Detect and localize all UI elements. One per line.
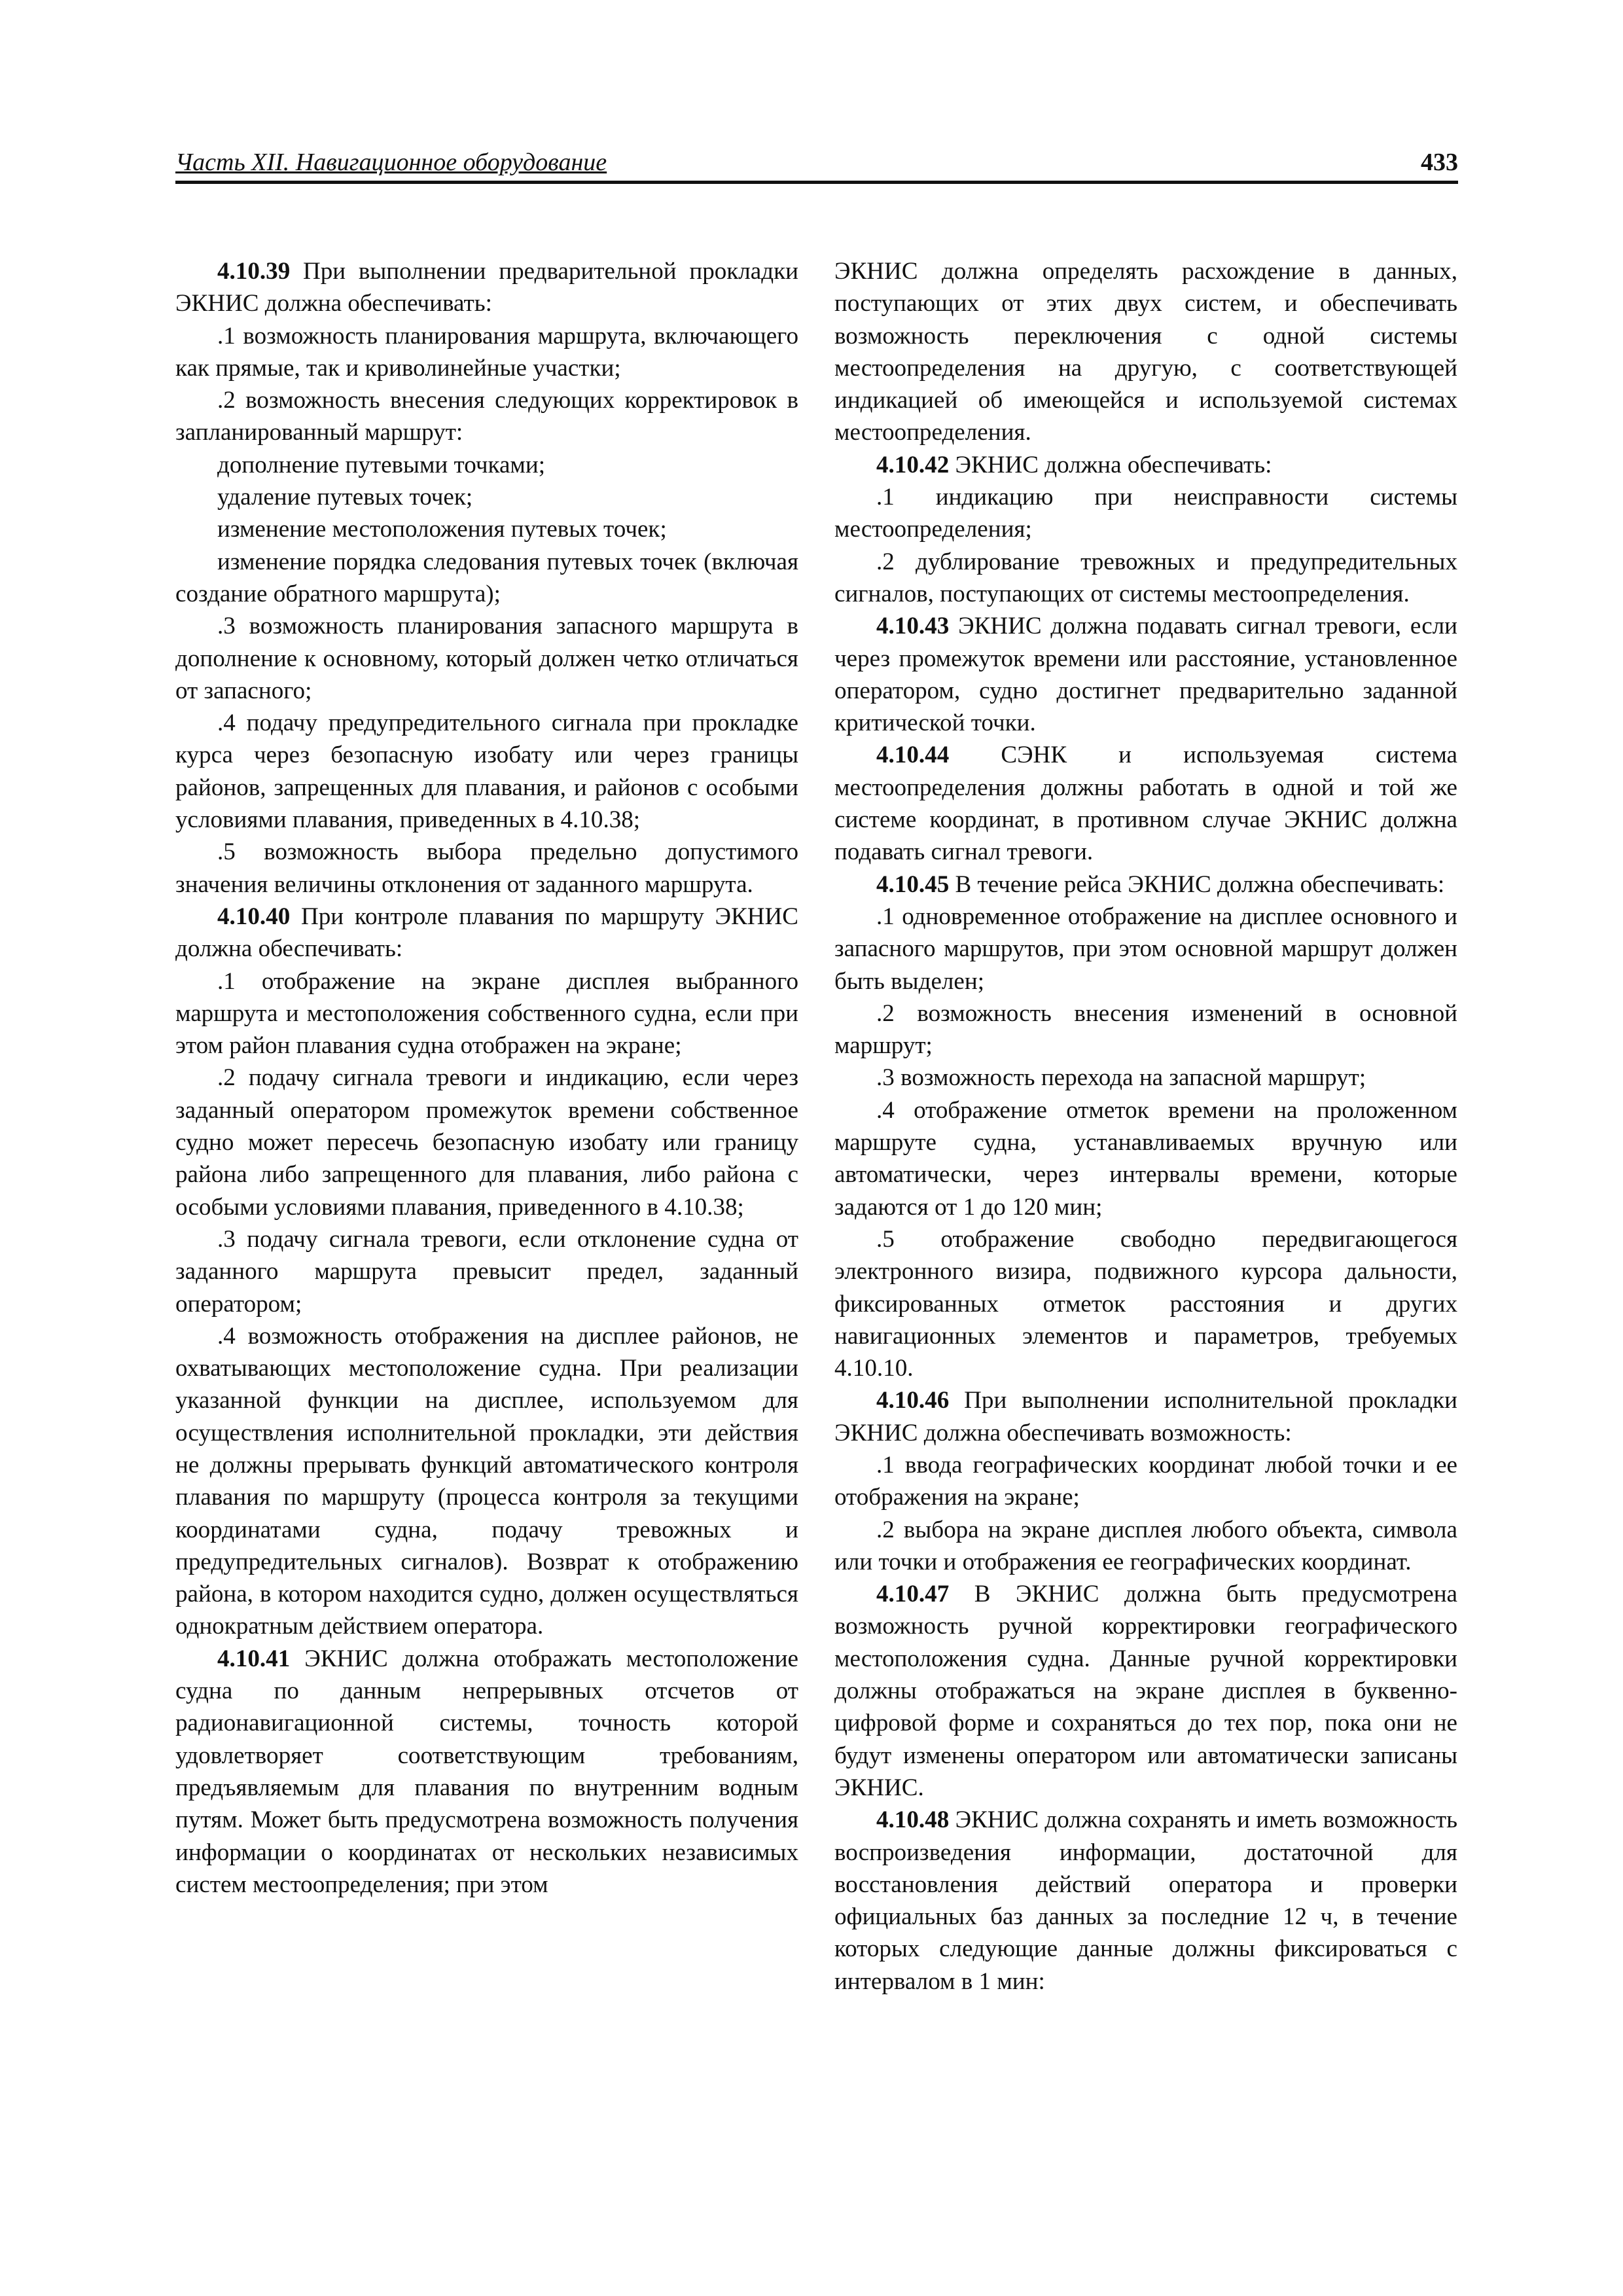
- paragraph: [175, 1643, 798, 1901]
- clause-number: 4.10.39: [217, 258, 291, 285]
- clause-number: 4.10.44: [876, 742, 950, 769]
- paragraph-text: В течение рейса ЭКНИС должна обеспечивать:: [949, 870, 1445, 898]
- paragraph: .3 возможность перехода на запасной маршрут;: [876, 1064, 1366, 1092]
- clause-number: 4.10.46: [876, 1387, 950, 1414]
- paragraph: .4 подачу предупредительного сигнала при прокладке курса через безопасную изобату или через границы районов, запрещенных для плавания, и районов с особыми условиями плавания, приведенных в 4.10.38;: [175, 709, 798, 834]
- paragraph-text: ЭКНИС должна обеспечивать:: [949, 451, 1272, 478]
- paragraph: [834, 739, 1457, 868]
- paragraph-text: ЭКНИС должна сохранять и иметь возможность воспроизведения информации, достаточной для восстановления действий оператора и проверки официальных баз данных за последние 12 ч, в течение которых следующие данные должны фиксироваться с интервалом в 1 мин:: [834, 1806, 1457, 1995]
- paragraph-text: При контроле плавания по маршруту ЭКНИС должна обеспечивать:: [175, 903, 798, 963]
- clause-number: 4.10.47: [876, 1581, 950, 1608]
- paragraph: .3 возможность планирования запасного маршрута в дополнение к основному, который должен четко отличаться от запасного;: [175, 613, 798, 704]
- clause-number: 4.10.45: [876, 870, 950, 898]
- paragraph: .1 ввода географических координат любой точки и ее отображения на экране;: [834, 1451, 1457, 1511]
- right-column: [834, 255, 1457, 1998]
- clause-number: 4.10.40: [217, 903, 291, 930]
- paragraph: .4 возможность отображения на дисплее районов, не охватывающих местоположение судна. При реализации указанной функции на дисплее, используемом для осуществления исполнительной прокладки, эти действия не должны прерывать функций автоматического контроля плавания по маршруту (процесса контроля за текущими координатами судна, подачу тревожных и предупредительных сигналов). Возврат к отображению района, в котором находится судно, должен осуществляться однократным действием оператора.: [175, 1322, 798, 1640]
- paragraph: .1 отображение на экране дисплея выбранного маршрута и местоположения собственного судна, если при этом район плавания судна отображен на экране;: [175, 967, 798, 1060]
- paragraph: .5 возможность выбора предельно допустимого значения величины отклонения от заданного маршрута.: [175, 838, 798, 898]
- paragraph: изменение местоположения путевых точек;: [217, 516, 667, 543]
- clause-number: 4.10.42: [876, 451, 950, 478]
- running-header: [175, 144, 1458, 184]
- paragraph-text: ЭКНИС должна отображать местоположение судна по данным непрерывных отсчетов от радионавигационной системы, точность которой удовлетворяет соответствующим требованиям, предъявляемым для плавания по внутренним водным путям. Может быть предусмотрена возможность получения информации о координатах от нескольких независимых систем местоопределения; при этом: [175, 1645, 798, 1898]
- paragraph: [834, 610, 1457, 739]
- paragraph: удаление путевых точек;: [217, 484, 473, 511]
- clause-number: 4.10.48: [876, 1806, 950, 1834]
- paragraph: [175, 901, 798, 965]
- clause-number: 4.10.41: [217, 1645, 291, 1672]
- paragraph-text: При выполнении исполнительной прокладки ЭКНИС должна обеспечивать возможность:: [834, 1387, 1457, 1446]
- paragraph: [175, 255, 798, 320]
- header-title: Часть XII. Навигационное оборудование: [175, 149, 607, 176]
- paragraph: .2 возможность внесения изменений в основной маршрут;: [834, 999, 1457, 1060]
- paragraph: .1 индикацию при неисправности системы местоопределения;: [834, 484, 1457, 543]
- paragraph: .5 отображение свободно передвигающегося электронного визира, подвижного курсора дальности, фиксированных отметок расстояния и других навигационных элементов и параметров, требуемых 4.10.10.: [834, 1225, 1457, 1382]
- paragraph: .2 дублирование тревожных и предупредительных сигналов, поступающих от системы местоопределения.: [834, 548, 1457, 607]
- paragraph: дополнение путевыми точками;: [217, 451, 546, 478]
- paragraph: .3 подачу сигнала тревоги, если отклонение судна от заданного маршрута превысит предел, заданный оператором;: [175, 1225, 798, 1318]
- paragraph: [834, 1384, 1457, 1449]
- paragraph: [834, 1804, 1457, 1998]
- paragraph: .2 выбора на экране дисплея любого объекта, символа или точки и отображения ее географических координат.: [834, 1516, 1457, 1575]
- paragraph: [834, 449, 1457, 481]
- paragraph: [834, 1578, 1457, 1804]
- paragraph: ЭКНИС должна определять расхождение в данных, поступающих от этих двух систем, и обеспечивать возможность переключения с одной системы местоопределения на другую, с соответствующей индикацией об имеющейся и используемой системах местоопределения.: [834, 258, 1457, 446]
- paragraph: .4 отображение отметок времени на проложенном маршруте судна, устанавливаемых вручную или автоматически, через интервалы времени, которые задаются от 1 до 120 мин;: [834, 1096, 1457, 1221]
- paragraph: .2 возможность внесения следующих корректировок в запланированный маршрут:: [175, 387, 798, 446]
- paragraph-text: При выполнении предварительной прокладки ЭКНИС должна обеспечивать:: [175, 258, 798, 317]
- page-number: 433: [1421, 149, 1458, 176]
- paragraph: .1 одновременное отображение на дисплее основного и запасного маршрутов, при этом основной маршрут должен быть выделен;: [834, 903, 1457, 995]
- paragraph-text: ЭКНИС должна подавать сигнал тревоги, если через промежуток времени или расстояние, установленное оператором, судно достигнет предварительно заданной критической точки.: [834, 613, 1457, 737]
- paragraph: изменение порядка следования путевых точек (включая создание обратного маршрута);: [175, 548, 798, 607]
- paragraph: .1 возможность планирования маршрута, включающего как прямые, так и криволинейные участки;: [175, 322, 798, 382]
- left-column: [175, 255, 798, 1901]
- paragraph-text: СЭНК и используемая система местоопределения должны работать в одной и той же системе координат, в противном случае ЭКНИС должна подавать сигнал тревоги.: [834, 742, 1457, 866]
- paragraph: [834, 869, 1457, 901]
- paragraph-text: В ЭКНИС должна быть предусмотрена возможность ручной корректировки географического местоположения судна. Данные ручной корректировки должны отображаться на экране дисплея в буквенно-цифровой форме и сохраняться до тех пор, пока они не будут изменены оператором или автоматически записаны ЭКНИС.: [834, 1581, 1457, 1801]
- paragraph: .2 подачу сигнала тревоги и индикацию, если через заданный оператором промежуток времени собственное судно может пересечь безопасную изобату или границу района либо запрещенного для плавания, либо района с особыми условиями плавания, приведенного в 4.10.38;: [175, 1064, 798, 1221]
- clause-number: 4.10.43: [876, 613, 950, 640]
